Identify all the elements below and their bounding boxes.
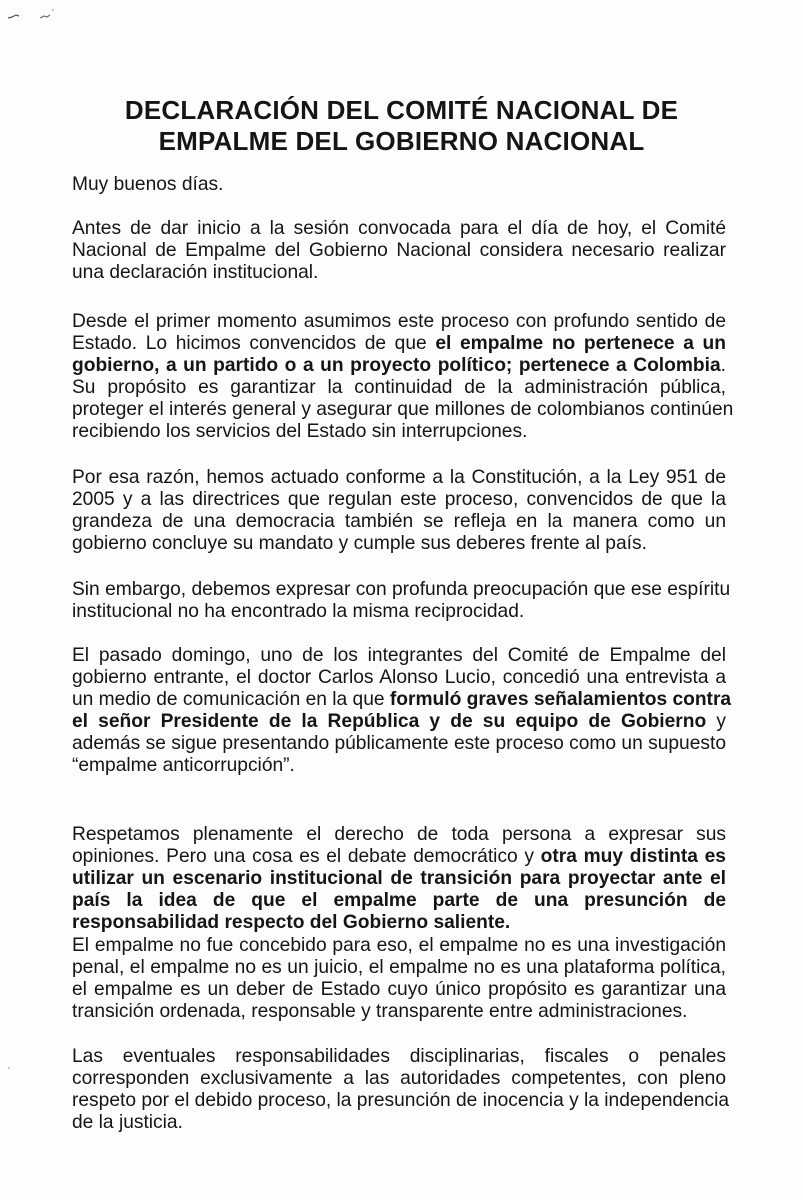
paragraph-purpose: [72, 311, 734, 443]
bold-text-run: el empalme no pertenece a un: [435, 333, 726, 354]
text-line: [72, 846, 726, 868]
bold-text-line: país la idea de que el empalme parte de una presunción de: [72, 890, 726, 911]
scan-artifact-mark: [6, 4, 58, 26]
document-title-line-1: DECLARACIÓN DEL COMITÉ NACIONAL DE: [124, 95, 679, 125]
text-line: una declaración institucional.: [72, 262, 319, 283]
text-line: Desde el primer momento asumimos este proceso con profundo sentido de: [72, 311, 726, 332]
paragraph-respect: [72, 824, 726, 934]
document-title-line-2: EMPALME DEL GOBIERNO NACIONAL: [158, 126, 645, 156]
paragraph-responsibilities: [72, 1046, 730, 1134]
text-line: [72, 333, 726, 355]
bold-text-run: el señor Presidente de la República y de su equipo de Gobierno: [72, 711, 707, 732]
text-line: [72, 689, 732, 711]
paragraph-intro: [72, 218, 726, 284]
paragraph-legal-basis: [72, 467, 726, 555]
text-line: Las eventuales responsabilidades disciplinarias, fiscales o penales: [72, 1046, 726, 1067]
text-line: gobierno entrante, el doctor Carlos Alonso Lucio, concedió una entrevista a: [72, 667, 726, 688]
bold-text-line: responsabilidad respecto del Gobierno saliente.: [72, 912, 511, 933]
text-line: El empalme no fue concebido para eso, el empalme no es una investigación: [72, 935, 726, 956]
text-line: proteger el interés general y asegurar que millones de colombianos continúen: [72, 399, 734, 420]
bold-text-line: utilizar un escenario institucional de transición para proyectar ante el: [72, 868, 726, 889]
scan-speck: [8, 1067, 10, 1069]
paragraph-empalme-definition: [72, 935, 726, 1023]
text-line: institucional no ha encontrado la misma reciprocidad.: [72, 601, 525, 622]
bold-text-run: gobierno, a un partido o a un proyecto político; pertenece a Colombia: [72, 355, 721, 376]
text-line: respeto por el debido proceso, la presunción de inocencia y la independencia: [72, 1090, 730, 1111]
greeting: Muy buenos días.: [72, 174, 224, 195]
text-run: un medio de comunicación en la que: [72, 689, 390, 710]
text-line: el empalme es un deber de Estado cuyo único propósito es garantizar una: [72, 979, 726, 1000]
bold-text-run: formuló graves señalamientos contra: [389, 689, 732, 710]
paragraph-interview: [72, 645, 732, 777]
text-line: de la justicia.: [72, 1112, 183, 1133]
text-line: penal, el empalme no es un juicio, el empalme no es una plataforma política,: [72, 957, 726, 978]
text-line: además se sigue presentando públicamente este proceso como un supuesto: [72, 733, 726, 754]
text-line: corresponden exclusivamente a las autoridades competentes, con pleno: [72, 1068, 726, 1089]
text-line: gobierno concluye su mandato y cumple sus deberes frente al país.: [72, 533, 647, 554]
text-line: Por esa razón, hemos actuado conforme a la Constitución, a la Ley 951 de: [72, 467, 726, 488]
text-line: Antes de dar inicio a la sesión convocada para el día de hoy, el Comité: [72, 218, 726, 239]
text-run: .: [720, 355, 726, 376]
text-run: opiniones. Pero una cosa es el debate democrático y: [72, 846, 541, 867]
text-line: Sin embargo, debemos expresar con profunda preocupación que ese espíritu: [72, 579, 731, 600]
text-line: Nacional de Empalme del Gobierno Nacional considera necesario realizar: [72, 240, 726, 261]
text-line: [72, 355, 726, 377]
text-run: y: [706, 711, 726, 732]
text-line: [72, 711, 726, 733]
bold-text-run: otra muy distinta es: [540, 846, 726, 867]
paragraph-concern: [72, 579, 731, 623]
text-line: “empalme anticorrupción”.: [72, 755, 295, 776]
text-line: 2005 y a las directrices que regulan este proceso, convencidos de que la: [72, 489, 726, 510]
text-line: transición ordenada, responsable y transparente entre administraciones.: [72, 1001, 688, 1022]
text-line: grandeza de una democracia también se refleja en la manera como un: [72, 511, 726, 532]
text-run: Estado. Lo hicimos convencidos de que: [72, 333, 436, 354]
text-line: Su propósito es garantizar la continuidad de la administración pública,: [72, 377, 726, 398]
text-line: El pasado domingo, uno de los integrantes del Comité de Empalme del: [72, 645, 726, 666]
text-line: recibiendo los servicios del Estado sin interrupciones.: [72, 421, 528, 442]
text-line: Respetamos plenamente el derecho de toda persona a expresar sus: [72, 824, 726, 845]
